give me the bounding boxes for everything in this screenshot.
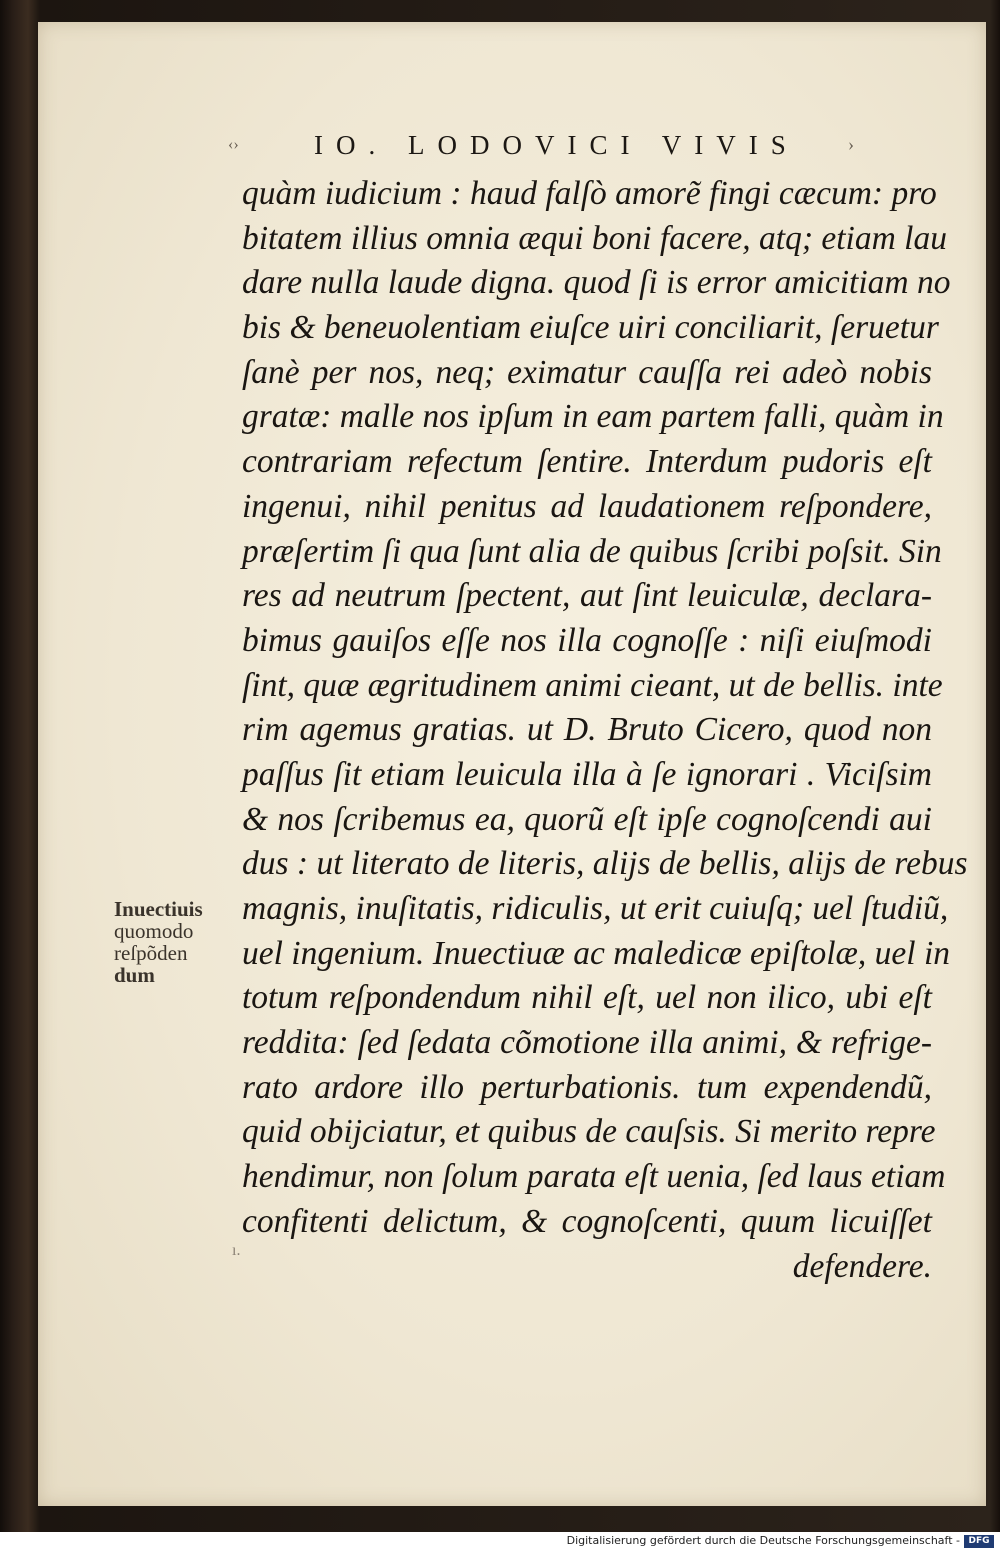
text-line: confitenti delictum, & cognoſcenti, quum licuiſſet <box>242 1202 932 1240</box>
text-line: uel ingenium. Inuectiuæ ac maledicæ epiſtolæ, uel in <box>242 934 951 972</box>
text-line: res ad neutrum ſpectent, aut ſint leuiculæ, declara- <box>242 577 932 615</box>
text-line: rim agemus gratias. ut D. Bruto Cicero, quod non <box>242 711 932 749</box>
marginal-note-line: quomodo <box>114 919 194 943</box>
text-line-final: defendere. <box>792 1247 932 1285</box>
text-line: hendimur, non ſolum parata eſt uenia, ſed laus etiam <box>242 1158 946 1196</box>
text-line: dus : ut literato de literis, alijs de bellis, alijs de rebus <box>242 845 968 883</box>
text-line: quid obijciatur, et quibus de cauſsis. Si merito repre <box>242 1113 936 1151</box>
marginal-note-line: Inuectiuis <box>114 897 203 921</box>
text-line: præſertim ſi qua ſunt alia de quibus ſcribi poſsit. Sin <box>242 532 942 570</box>
text-line: bitatem illius omnia æqui boni facere, atq; etiam lau <box>242 219 947 257</box>
text-line: ſint, quæ ægritudinem animi cieant, ut de bellis. inte <box>242 666 943 704</box>
funding-credit: Digitalisierung gefördert durch die Deutsche Forschungsgemeinschaft - <box>566 1534 960 1547</box>
text-line: reddita: ſed ſedata cõmotione illa animi, & refrige- <box>242 1024 932 1062</box>
text-line: bis & beneuolentiam eiuſce uiri conciliarit, ſeruetur <box>242 309 939 347</box>
text-line: & nos ſcribemus ea, quorũ eſt ipſe cognoſcendi aui <box>242 800 932 838</box>
body-text <box>242 172 968 1289</box>
signature-mark: ı. <box>232 1242 241 1259</box>
book-page <box>38 22 986 1506</box>
text-line: ingenui, nihil penitus ad laudationem reſpondere, <box>242 487 932 525</box>
running-head <box>38 130 986 170</box>
text-line: ſanè per nos, neq; eximatur cauſſa rei adeò nobis <box>242 353 932 391</box>
text-line: paſſus ſit etiam leuicula illa à ſe ignorari . Viciſsim <box>242 755 932 793</box>
marginal-note-line: dum <box>114 963 155 987</box>
text-line: rato ardore illo perturbationis. tum expendendũ, <box>242 1068 932 1106</box>
text-line: contrariam refectum ſentire. Interdum pudoris eſt <box>242 443 932 481</box>
text-line: quàm iudicium : haud falſò amorẽ fingi cæcum: pro <box>242 175 937 212</box>
text-line: dare nulla laude digna. quod ſi is error amicitiam no <box>242 264 951 302</box>
running-head-title: IO. LODOVICI VIVIS <box>314 130 799 160</box>
ornament-left: ‹› <box>228 136 239 153</box>
dfg-logo-icon: DFG <box>964 1535 994 1548</box>
text-line: totum reſpondendum nihil eſt, uel non ilico, ubi eſt <box>242 979 932 1017</box>
text-line: gratæ: malle nos ipſum in eam partem falli, quàm in <box>242 398 944 436</box>
text-line: magnis, inuſitatis, ridiculis, ut erit cuiuſq; uel ſtudiũ, <box>242 890 949 927</box>
marginal-note <box>114 898 234 986</box>
digitization-footer <box>0 1532 1000 1551</box>
text-line: bimus gauiſos eſſe nos illa cognoſſe : niſi eiuſmodi <box>242 621 932 659</box>
ornament-right: › <box>848 134 854 154</box>
marginal-note-line: reſpõden <box>114 941 188 965</box>
